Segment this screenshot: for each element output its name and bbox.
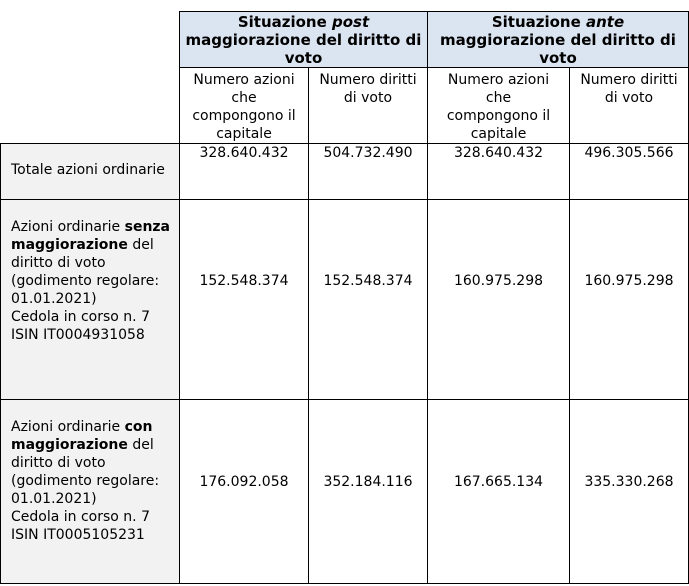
cell-post-votes: 352.184.116 <box>309 400 428 584</box>
table-row <box>1 400 689 584</box>
col-ante-votes: Numero diritti di voto <box>570 68 689 144</box>
col-ante-shares: Numero azioni che compongono il capitale <box>428 68 570 144</box>
cell-post-votes: 504.732.490 <box>309 144 428 200</box>
cell-post-shares: 328.640.432 <box>180 144 309 200</box>
cell-ante-votes: 160.975.298 <box>570 200 689 400</box>
row-label-senza: Azioni ordinarie senza maggiorazione del diritto di voto (godimento regolare: 01.01.2021) Cedola in corso n. 7 ISIN IT0004931058 <box>1 200 180 400</box>
row-label-total: Totale azioni ordinarie <box>1 144 180 200</box>
corner-cell-2 <box>1 68 180 144</box>
corner-cell <box>1 12 180 68</box>
header-post: Situazione post maggiorazione del diritto di voto <box>180 12 428 68</box>
cell-post-votes: 152.548.374 <box>309 200 428 400</box>
header-ante: Situazione ante maggiorazione del diritto di voto <box>428 12 689 68</box>
cell-ante-shares: 160.975.298 <box>428 200 570 400</box>
cell-ante-votes: 496.305.566 <box>570 144 689 200</box>
col-post-votes: Numero diritti di voto <box>309 68 428 144</box>
cell-post-shares: 152.548.374 <box>180 200 309 400</box>
table-row <box>1 200 689 400</box>
col-post-shares: Numero azioni che compongono il capitale <box>180 68 309 144</box>
table-row <box>1 144 689 200</box>
row-label-con: Azioni ordinarie con maggiorazione del diritto di voto (godimento regolare: 01.01.2021) Cedola in corso n. 7 ISIN IT0005105231 <box>1 400 180 584</box>
voting-rights-table <box>0 11 689 584</box>
cell-post-shares: 176.092.058 <box>180 400 309 584</box>
cell-ante-votes: 335.330.268 <box>570 400 689 584</box>
cell-ante-shares: 328.640.432 <box>428 144 570 200</box>
cell-ante-shares: 167.665.134 <box>428 400 570 584</box>
